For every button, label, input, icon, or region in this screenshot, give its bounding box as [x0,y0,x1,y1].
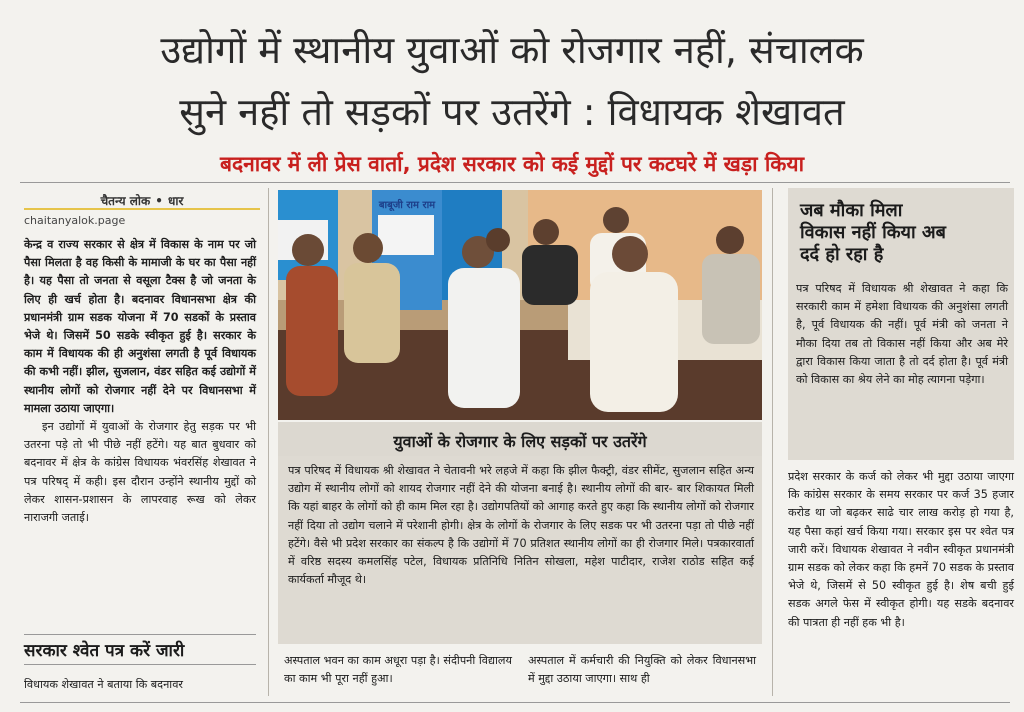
subheadline: बदनावर में ली प्रेस वार्ता, प्रदेश सरकार को कई मुद्दों पर कटघरे में खड़ा किया [219,152,805,176]
bottom-divider [20,702,1010,703]
clipped-previous-article-text [0,0,1024,8]
website-label: chaitanyalok.page [24,214,126,227]
headline-line-2: सुने नहीं तो सड़कों पर उतरेंगे : विधायक शेखावत [179,90,845,134]
column-divider-right [772,188,773,696]
top-divider [20,182,1010,183]
byline-place: धार [168,194,184,208]
byline-dot: • [155,194,163,208]
left-paragraph-3: विधायक शेखावत ने बताया कि बदनावर [24,678,183,691]
byline [24,190,260,209]
left-section-divider-2 [24,664,256,665]
right-column-text: प्रदेश सरकार के कर्ज को लेकर भी मुद्दा उठाया जाएगा कि कांग्रेस सरकार के समय सरकार पर कर्ज 35 हजार करोड था जो बढ़कर साढे चार लाख करोड़ हो गया है, यह पैसा कहां खर्च किया गया। सरकार इस पर श्वेत पत्र जारी करें। विधायक शेखावत ने नवीन स्वीकृत प्रधानमंत्री ग्राम सडक को लेकर कहा कि हमनें 70 सडक के प्रस्ताव भेजे थे, जिसमें से 50 स्वीकृत हुई है। शेष बची हुई सडक अगले फेस में स्वीकृत होगी। यह सडके बदनावर की पात्रता ही नहीं हक भी है। [788,470,1014,629]
center-box-text: पत्र परिषद में विधायक श्री शेखावत ने चेतावनी भरे लहजे में कहा कि झील फैक्ट्री, वंडर सीमेंट, सुजलान सहित अन्य उद्योग में स्थानीय लोगों को शायद रोजगार नहीं देने की योजना बनाई है। स्थानीय लोगों की बार- बार शिकायत मिली कि यहां बाहर के लोगों को ही काम मिल रहा है। उद्योगपतियों को आगाह करते हुए कहा कि स्थानीय लोगों को रोजगार नहीं दिया तो उद्योग चलाने में परेशानी होगी। क्षेत्र के लोगों के रोजगार के लिए सडक पर भी उतरना पड़ा तो पीछे नहीं हटेंगे। वैसे भी प्रदेश सरकार का संकल्प है कि उद्योगों में 70 प्रतिशत स्थानीय लोगों का ही रोजगार मिले। पत्रकारवार्ता में वरिष्ठ सदस्य कमलसिंह पटेल, विधायक प्रतिनिधि नितिन सोखला, महेश पाटीदार, राजेश राठोड सहित कई कार्यकर्ता मौजूद थे। [288,464,754,587]
right-box-text: पत्र परिषद में विधायक श्री शेखावत ने कहा कि सरकारी काम में हमेशा विधायक की अनुशंसा लगती है, पूर्व विधायक की नहीं। पूर्व मंत्री को जनता ने मौका दिया तब तो विकास नहीं किया और अब मेरे द्वारा विकास किया जाता है तो दर्द होता है। पूर्व मंत्री को विकास का श्रेय लेने का मोह त्यागना पड़ेगा। [796,282,1008,387]
center-bottom-column-1: अस्पताल भवन का काम अधूरा पड़ा है। संदीपनी विद्यालय का काम भी पूरा नहीं हुआ। [284,654,512,686]
left-section-head: सरकार श्वेत पत्र करें जारी [24,641,185,661]
left-paragraph-2: इन उद्योगों में युवाओं के रोजगार हेतु सड़क पर भी उतरना पड़े तो भी पीछे नहीं हटेंगे। यह बात बुधवार को बदनावर में क्षेत्र के कांग्रेस विधायक भंवरसिंह शेखावत ने पत्र परिषद् में कही। इस दौरान उन्होंने स्थानीय मुद्दों को लेकर शासन-प्रशासन के लापरवाह रूख को लेकर नाराजगी जताई। [24,420,256,525]
byline-underline [24,208,260,210]
column-divider-left [268,188,269,696]
press-conference-photo [278,190,762,420]
banner-text: बाबूजी राम राम [378,200,436,211]
byline-source: चैतन्य लोक [100,194,151,208]
left-body-text [24,236,256,527]
headline-line-1: उद्योगों में स्थानीय युवाओं को रोजगार नहीं, संचालक [160,28,864,72]
photo-illustration [278,190,762,420]
photo-caption: युवाओं के रोजगार के लिए सड़कों पर उतरेंगे [393,432,647,451]
left-paragraph-1: केन्द्र व राज्य सरकार से क्षेत्र में विकास के नाम पर जो पैसा मिलता है वह किसी के मामाजी के घर का पैसा नहीं है। यह पैसा तो जनता से वसूला टैक्स है जो जनता के लिए ही खर्च होता है। बदनावर विधानसभा क्षेत्र की प्रधानमंत्री ग्राम सडक योजना में 70 सडकों के प्रस्ताव भेजे थे। जिसमें 50 सडके स्वीकृत हुई है। सरकार के काम में विधायक की ही अनुशंसा लगती है पूर्व विधायक की कभी नहीं। झील, सुजलान, वंडर सहित कई उद्योगों में स्थानीय लोगों को रोजगार नहीं देने पर विधानसभा में मामला उठाया जाएगा। [24,238,256,415]
left-section-divider [24,634,256,635]
center-bottom-column-2: अस्पताल में कर्मचारी की नियुक्ति को लेकर विधानसभा में मुद्दा उठाया जाएगा। साथ ही [528,654,756,686]
right-box-head: जब मौका मिला विकास नहीं किया अब दर्द हो रहा है [800,200,946,265]
